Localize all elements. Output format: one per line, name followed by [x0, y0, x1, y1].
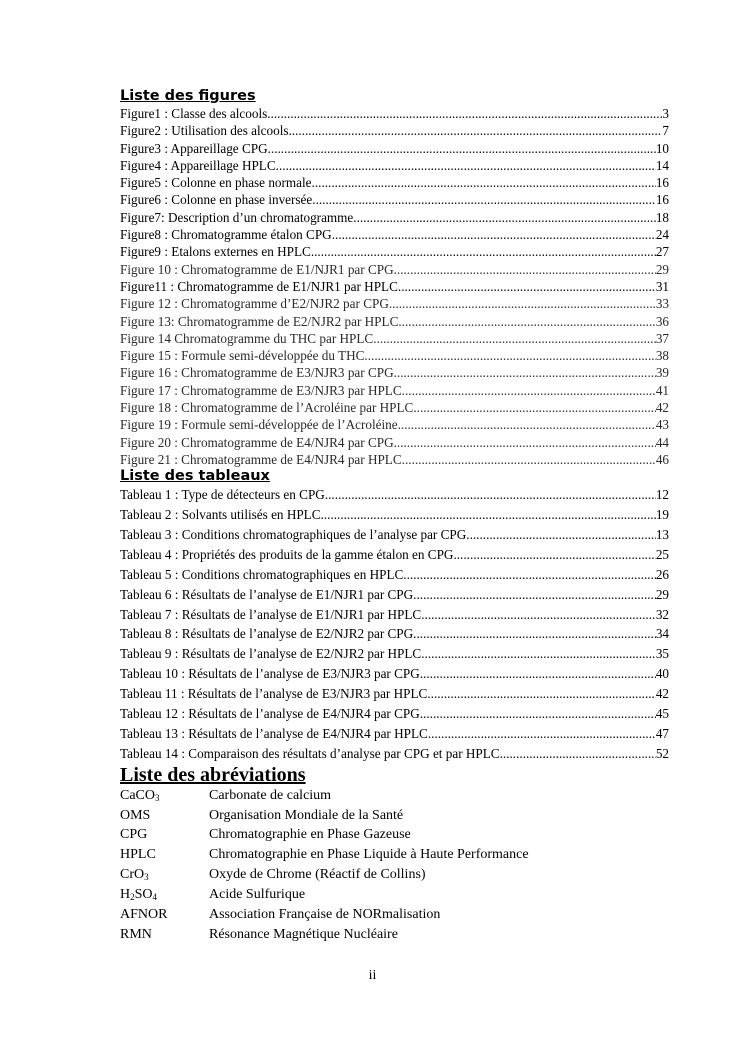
figure-entry[interactable] — [120, 313, 669, 330]
entry-page-number: 24 — [655, 227, 669, 243]
figure-entry[interactable] — [120, 209, 669, 226]
table-entry[interactable] — [120, 664, 669, 684]
entry-page-number: 42 — [655, 400, 669, 416]
entry-page-number: 33 — [655, 296, 669, 312]
figure-entry[interactable] — [120, 278, 669, 295]
dot-leader — [402, 382, 656, 399]
abbreviation-row — [120, 905, 669, 925]
entry-title: Figure7: Description d’un chromatogramme — [120, 209, 354, 225]
abbreviation-row — [120, 925, 669, 945]
figure-entry[interactable] — [120, 416, 669, 433]
table-entry[interactable] — [120, 624, 669, 644]
figure-entry[interactable] — [120, 261, 669, 278]
entry-page-number: 7 — [662, 123, 669, 139]
entry-title: Tableau 2 : Solvants utilisés en HPLC — [120, 507, 321, 523]
entry-title: Tableau 6 : Résultats de l’analyse de E1/NJR1 par CPG — [120, 586, 414, 602]
entry-page-number: 32 — [655, 606, 669, 622]
entry-page-number: 12 — [655, 487, 669, 503]
entry-page-number: 29 — [655, 261, 669, 277]
abbreviation-meaning: Acide Sulfurique — [209, 887, 306, 903]
dot-leader — [321, 505, 656, 525]
entry-title: Figure 14 Chromatogramme du THC par HPLC — [120, 330, 374, 346]
figure-entry[interactable] — [120, 382, 669, 399]
abbreviation-term: OMS — [120, 807, 151, 823]
entry-title: Tableau 7 : Résultats de l’analyse de E1/NJR1 par HPLC — [120, 606, 422, 622]
figure-entry[interactable] — [120, 191, 669, 208]
abbreviation-row — [120, 806, 669, 826]
dot-leader — [427, 684, 655, 704]
entry-title: Figure 16 : Chromatogramme de E3/NJR3 par CPG — [120, 365, 394, 381]
abbreviation-row — [120, 865, 669, 885]
entry-title: Figure3 : Appareillage CPG — [120, 140, 268, 156]
figure-entry[interactable] — [120, 399, 669, 416]
abbreviation-meaning: Chromatographie en Phase Gazeuse — [209, 827, 411, 843]
entry-title: Figure6 : Colonne en phase inversée — [120, 192, 313, 208]
dot-leader — [353, 209, 656, 226]
entry-page-number: 10 — [655, 140, 669, 156]
abbreviation-row — [120, 885, 669, 905]
figure-entry[interactable] — [120, 174, 669, 191]
entry-title: Figure 13: Chromatogramme de E2/NJR2 par HPLC — [120, 313, 399, 329]
entry-title: Figure 21 : Chromatogramme de E4/NJR4 par HPLC — [120, 451, 402, 467]
entry-title: Figure 18 : Chromatogramme de l’Acroléine par HPLC — [120, 400, 414, 416]
dot-leader — [312, 191, 656, 208]
figure-entry[interactable] — [120, 451, 669, 468]
dot-leader — [267, 105, 662, 122]
dot-leader — [421, 644, 656, 664]
entry-title: Tableau 8 : Résultats de l’analyse de E2/NJR2 par CPG — [120, 626, 414, 642]
dot-leader — [289, 122, 663, 139]
entry-page-number: 14 — [655, 157, 669, 173]
abbreviation-row — [120, 845, 669, 865]
figure-entry[interactable] — [120, 140, 669, 157]
figure-entry[interactable] — [120, 347, 669, 364]
figure-entry[interactable] — [120, 330, 669, 347]
dot-leader — [420, 704, 656, 724]
entry-page-number: 40 — [655, 666, 669, 682]
entry-page-number: 46 — [655, 451, 669, 467]
table-entry[interactable] — [120, 505, 669, 525]
tables-heading: Liste des tableaux — [120, 468, 270, 485]
entry-page-number: 41 — [655, 382, 669, 398]
dot-leader — [373, 330, 656, 347]
document-page — [120, 88, 669, 945]
abbreviation-row — [120, 825, 669, 845]
figure-entry[interactable] — [120, 243, 669, 260]
table-entry[interactable] — [120, 565, 669, 585]
entry-page-number: 36 — [655, 313, 669, 329]
entry-page-number: 39 — [655, 365, 669, 381]
abbreviation-term: $H_2SO_4$ — [120, 887, 158, 903]
entry-page-number: 52 — [655, 745, 669, 761]
entry-page-number: 3 — [662, 106, 669, 121]
dot-leader — [500, 744, 656, 764]
abbreviation-term: CaCO$_3$ — [120, 787, 160, 803]
figure-entry[interactable] — [120, 157, 669, 174]
page-number: ii — [368, 968, 377, 983]
entry-title: Figure8 : Chromatogramme étalon CPG — [120, 227, 332, 243]
dot-leader — [268, 140, 656, 157]
entry-page-number: 31 — [655, 278, 669, 294]
dot-leader — [466, 525, 656, 545]
entry-title: Figure1 : Classe des alcools — [120, 106, 268, 121]
table-entry[interactable] — [120, 485, 669, 505]
abbreviation-term: CPG — [120, 827, 148, 843]
entry-page-number: 13 — [655, 527, 669, 543]
entry-page-number: 25 — [655, 546, 669, 562]
dot-leader — [364, 347, 655, 364]
entry-title: Tableau 11 : Résultats de l’analyse de E3/NJR3 par HPLC — [120, 686, 428, 702]
figure-entry[interactable] — [120, 122, 669, 139]
dot-leader — [398, 416, 656, 433]
dot-leader — [413, 624, 656, 644]
dot-leader — [398, 278, 656, 295]
dot-leader — [398, 313, 655, 330]
dot-leader — [402, 451, 656, 468]
dot-leader — [276, 157, 656, 174]
abbreviation-term: CrO$_3$ — [120, 867, 149, 883]
entry-page-number: 38 — [655, 348, 669, 364]
entry-title: Figure 19 : Formule semi-développée de l’Acroléine — [120, 417, 398, 433]
entry-title: Figure 17 : Chromatogramme de E3/NJR3 par HPLC — [120, 382, 402, 398]
abbreviation-meaning: Chromatographie en Phase Liquide à Haute Performance — [209, 847, 529, 863]
tables-list — [120, 485, 669, 763]
entry-title: Tableau 5 : Conditions chromatographiques en HPLC — [120, 566, 404, 582]
table-entry[interactable] — [120, 704, 669, 724]
dot-leader — [312, 174, 656, 191]
figure-entry[interactable] — [120, 105, 669, 122]
entry-title: Tableau 13 : Résultats de l’analyse de E4/NJR4 par HPLC — [120, 725, 428, 741]
entry-page-number: 45 — [655, 706, 669, 722]
entry-page-number: 42 — [655, 686, 669, 702]
table-entry[interactable] — [120, 724, 669, 744]
entry-page-number: 29 — [655, 586, 669, 602]
abbreviation-meaning: Association Française de NORmalisation — [209, 907, 441, 923]
entry-title: Figure4 : Appareillage HPLC — [120, 157, 276, 173]
entry-title: Figure 12 : Chromatogramme d’E2/NJR2 par CPG — [120, 296, 389, 312]
entry-page-number: 37 — [655, 330, 669, 346]
dot-leader — [325, 485, 656, 505]
entry-title: Tableau 9 : Résultats de l’analyse de E2/NJR2 par HPLC — [120, 646, 422, 662]
figure-entry[interactable] — [120, 226, 669, 243]
entry-page-number: 16 — [655, 192, 669, 208]
entry-title: Tableau 12 : Résultats de l’analyse de E4/NJR4 par CPG — [120, 706, 420, 722]
table-entry[interactable] — [120, 684, 669, 704]
entry-page-number: 43 — [655, 417, 669, 433]
dot-leader — [421, 605, 656, 625]
dot-leader — [332, 226, 656, 243]
dot-leader — [413, 585, 656, 605]
dot-leader — [413, 399, 655, 416]
abbreviation-row — [120, 786, 669, 806]
figure-entry[interactable] — [120, 434, 669, 451]
table-entry[interactable] — [120, 525, 669, 545]
abbreviations-list — [120, 786, 669, 945]
entry-title: Tableau 3 : Conditions chromatographiques de l’analyse par CPG — [120, 527, 467, 543]
entry-title: Tableau 10 : Résultats de l’analyse de E3/NJR3 par CPG — [120, 666, 420, 682]
entry-page-number: 16 — [655, 175, 669, 191]
dot-leader — [394, 364, 656, 381]
dot-leader — [311, 243, 656, 260]
dot-leader — [389, 295, 656, 312]
entry-page-number: 26 — [655, 566, 669, 582]
table-entry[interactable] — [120, 744, 669, 764]
entry-title: Tableau 1 : Type de détecteurs en CPG — [120, 487, 325, 503]
entry-title: Figure2 : Utilisation des alcools — [120, 123, 289, 139]
abbreviation-term: RMN — [120, 926, 152, 942]
table-entry[interactable] — [120, 585, 669, 605]
dot-leader — [420, 664, 656, 684]
table-entry[interactable] — [120, 545, 669, 565]
abbreviation-term: AFNOR — [120, 907, 168, 923]
entry-page-number: 47 — [655, 725, 669, 741]
table-entry[interactable] — [120, 644, 669, 664]
dot-leader — [394, 434, 656, 451]
entry-title: Tableau 4 : Propriétés des produits de la gamme étalon en CPG — [120, 546, 454, 562]
figure-entry[interactable] — [120, 364, 669, 381]
entry-title: Figure11 : Chromatogramme de E1/NJR1 par HPLC — [120, 278, 398, 294]
abbreviation-meaning: Oxyde de Chrome (Réactif de Collins) — [209, 867, 426, 883]
abbreviations-heading: Liste des abréviations — [120, 763, 306, 786]
entry-title: Figure 10 : Chromatogramme de E1/NJR1 par CPG — [120, 261, 394, 277]
table-entry[interactable] — [120, 605, 669, 625]
entry-page-number: 19 — [655, 507, 669, 523]
abbreviation-meaning: Organisation Mondiale de la Santé — [209, 807, 404, 823]
entry-page-number: 44 — [655, 434, 669, 450]
dot-leader — [394, 261, 656, 278]
abbreviation-term: HPLC — [120, 847, 156, 863]
dot-leader — [453, 545, 655, 565]
entry-page-number: 34 — [655, 626, 669, 642]
dot-leader — [428, 724, 656, 744]
entry-title: Figure9 : Etalons externes en HPLC — [120, 244, 311, 260]
entry-title: Figure5 : Colonne en phase normale — [120, 175, 312, 191]
entry-title: Figure 15 : Formule semi-développée du THC — [120, 348, 365, 364]
figure-entry[interactable] — [120, 295, 669, 312]
figures-list — [120, 105, 669, 468]
entry-page-number: 18 — [655, 209, 669, 225]
entry-page-number: 35 — [655, 646, 669, 662]
entry-page-number: 27 — [655, 244, 669, 260]
abbreviation-meaning: Carbonate de calcium — [209, 787, 332, 803]
dot-leader — [403, 565, 656, 585]
entry-title: Figure 20 : Chromatogramme de E4/NJR4 par CPG — [120, 434, 394, 450]
entry-title: Tableau 14 : Comparaison des résultats d’analyse par CPG et par HPLC — [120, 745, 500, 761]
figures-heading: Liste des figures — [120, 88, 256, 104]
abbreviation-meaning: Résonance Magnétique Nucléaire — [209, 926, 398, 942]
